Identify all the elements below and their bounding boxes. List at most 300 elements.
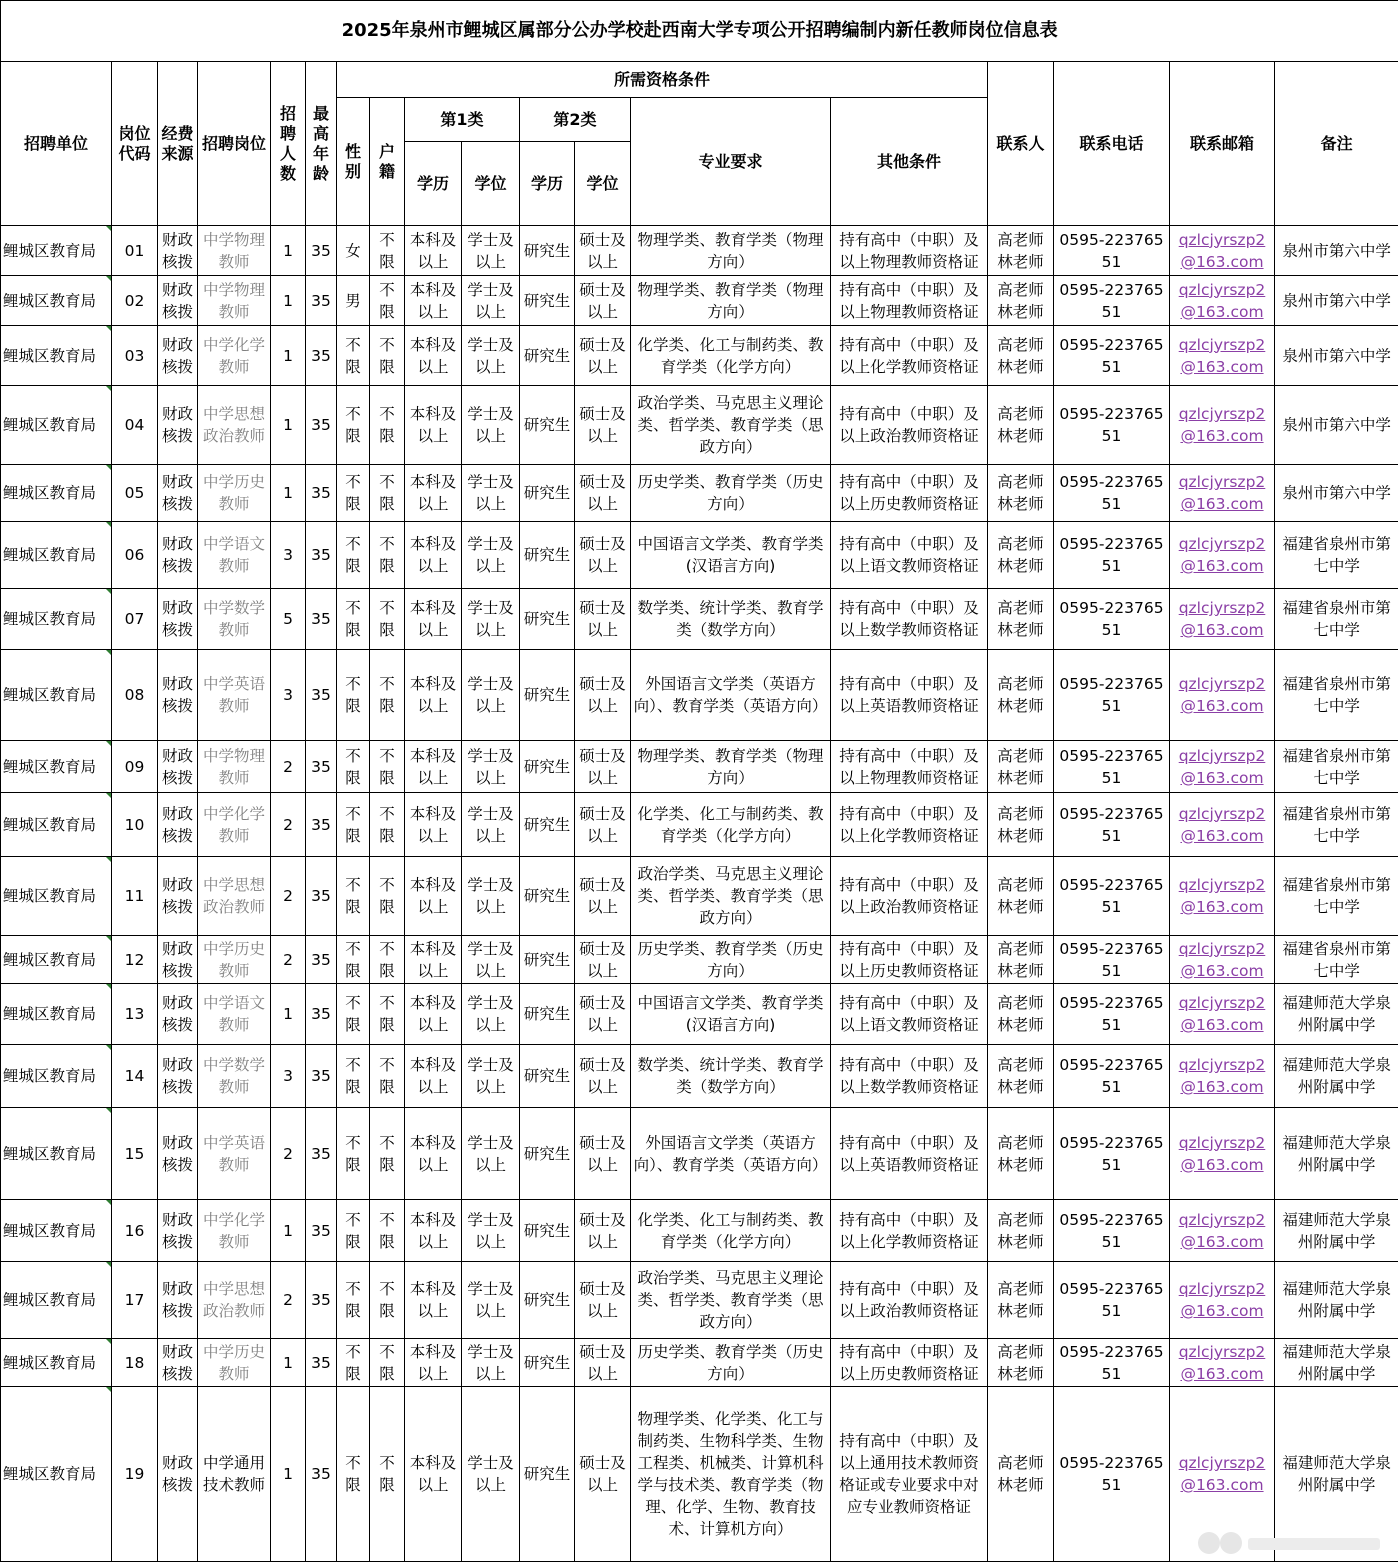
header-phone: 联系电话 [1054,62,1170,226]
cell-xueli-2: 研究生 [520,936,575,984]
cell-post: 中学思想政治教师 [198,857,271,936]
cell-phone: 0595-22376551 [1054,936,1170,984]
watermark-circle-icon [1220,1532,1242,1554]
table-row [1,276,1398,326]
cell-gender: 不限 [337,1387,370,1562]
cell-phone: 0595-22376551 [1054,793,1170,857]
cell-code: 13 [112,984,158,1045]
cell-other: 持有高中（中职）及以上语文教师资格证 [831,522,988,589]
cell-other: 持有高中（中职）及以上政治教师资格证 [831,857,988,936]
cell-xuewei-2: 硕士及以上 [575,589,631,650]
cell-huji: 不限 [370,326,405,386]
cell-age: 35 [306,465,337,522]
cell-contact: 高老师林老师 [988,276,1054,326]
cell-post: 中学物理教师 [198,276,271,326]
cell-email-link[interactable]: qzlcjyrszp2@163.com [1170,1339,1275,1387]
cell-remark: 福建师范大学泉州附属中学 [1275,1339,1398,1387]
cell-major: 物理学类、化学类、化工与制药类、生物科学类、生物工程类、机械类、计算机科学与技术类、教育学类（物理、化学、生物、教育技术、计算机方向） [631,1387,831,1562]
table-row [1,589,1398,650]
cell-num: 3 [271,522,306,589]
cell-email-link[interactable]: qzlcjyrszp2@163.com [1170,226,1275,276]
cell-phone: 0595-22376551 [1054,1045,1170,1108]
cell-fund: 财政核拨 [158,522,198,589]
cell-age: 35 [306,276,337,326]
cell-email-link[interactable]: qzlcjyrszp2@163.com [1170,276,1275,326]
cell-major: 政治学类、马克思主义理论类、哲学类、教育学类（思政方向） [631,386,831,465]
cell-other: 持有高中（中职）及以上通用技术教师资格证或专业要求中对应专业教师资格证 [831,1387,988,1562]
cell-unit: 鲤城区教育局 [1,276,112,326]
cell-other: 持有高中（中职）及以上数学教师资格证 [831,1045,988,1108]
cell-phone: 0595-22376551 [1054,1387,1170,1562]
cell-email-link[interactable]: qzlcjyrszp2@163.com [1170,650,1275,741]
cell-age: 35 [306,650,337,741]
cell-gender: 不限 [337,386,370,465]
cell-xuewei-1: 学士及以上 [462,226,520,276]
header-contact: 联系人 [988,62,1054,226]
cell-huji: 不限 [370,1200,405,1262]
cell-contact: 高老师林老师 [988,936,1054,984]
cell-xueli-2: 研究生 [520,276,575,326]
cell-unit: 鲤城区教育局 [1,326,112,386]
cell-xuewei-2: 硕士及以上 [575,936,631,984]
cell-unit: 鲤城区教育局 [1,386,112,465]
cell-contact: 高老师林老师 [988,741,1054,793]
cell-post: 中学通用技术教师 [198,1387,271,1562]
cell-gender: 不限 [337,936,370,984]
cell-xuewei-2: 硕士及以上 [575,1262,631,1339]
table-row [1,1200,1398,1262]
cell-email-link[interactable]: qzlcjyrszp2@163.com [1170,465,1275,522]
cell-gender: 不限 [337,326,370,386]
cell-unit: 鲤城区教育局 [1,589,112,650]
cell-email-link[interactable]: qzlcjyrszp2@163.com [1170,1200,1275,1262]
cell-huji: 不限 [370,857,405,936]
cell-code: 06 [112,522,158,589]
cell-major: 数学类、统计学类、教育学类（数学方向） [631,1045,831,1108]
watermark-bar [1248,1538,1380,1550]
table-row [1,386,1398,465]
cell-post: 中学物理教师 [198,741,271,793]
cell-huji: 不限 [370,589,405,650]
cell-unit: 鲤城区教育局 [1,1387,112,1562]
cell-email-link[interactable]: qzlcjyrszp2@163.com [1170,1262,1275,1339]
cell-email-link[interactable]: qzlcjyrszp2@163.com [1170,936,1275,984]
cell-huji: 不限 [370,936,405,984]
cell-remark: 福建省泉州市第七中学 [1275,857,1398,936]
watermark [1198,1528,1383,1558]
cell-other: 持有高中（中职）及以上历史教师资格证 [831,1339,988,1387]
cell-fund: 财政核拨 [158,741,198,793]
cell-xuewei-1: 学士及以上 [462,326,520,386]
cell-xueli-2: 研究生 [520,1200,575,1262]
cell-fund: 财政核拨 [158,276,198,326]
cell-xueli-1: 本科及以上 [405,1045,462,1108]
cell-major: 外国语言文学类（英语方向）、教育学类（英语方向） [631,1108,831,1200]
cell-xueli-2: 研究生 [520,741,575,793]
cell-other: 持有高中（中职）及以上语文教师资格证 [831,984,988,1045]
cell-major: 政治学类、马克思主义理论类、哲学类、教育学类（思政方向） [631,857,831,936]
cell-xueli-2: 研究生 [520,857,575,936]
cell-major: 中国语言文学类、教育学类(汉语言方向) [631,984,831,1045]
cell-xuewei-2: 硕士及以上 [575,650,631,741]
cell-age: 35 [306,1339,337,1387]
table-row [1,1108,1398,1200]
cell-phone: 0595-22376551 [1054,276,1170,326]
cell-xuewei-2: 硕士及以上 [575,522,631,589]
cell-xueli-1: 本科及以上 [405,589,462,650]
cell-num: 3 [271,650,306,741]
cell-xuewei-1: 学士及以上 [462,386,520,465]
table-row [1,326,1398,386]
cell-major: 历史学类、教育学类（历史方向） [631,465,831,522]
cell-email-link[interactable]: qzlcjyrszp2@163.com [1170,1045,1275,1108]
cell-xuewei-2: 硕士及以上 [575,1200,631,1262]
cell-contact: 高老师林老师 [988,226,1054,276]
cell-unit: 鲤城区教育局 [1,793,112,857]
cell-email-link[interactable]: qzlcjyrszp2@163.com [1170,522,1275,589]
cell-other: 持有高中（中职）及以上英语教师资格证 [831,650,988,741]
cell-fund: 财政核拨 [158,984,198,1045]
header-remark: 备注 [1275,62,1398,226]
header-code: 岗位代码 [112,62,158,226]
cell-xuewei-1: 学士及以上 [462,1262,520,1339]
cell-xueli-2: 研究生 [520,1045,575,1108]
cell-other: 持有高中（中职）及以上历史教师资格证 [831,465,988,522]
cell-email-link[interactable]: qzlcjyrszp2@163.com [1170,984,1275,1045]
header-category-2: 第2类 [520,98,631,142]
cell-xuewei-1: 学士及以上 [462,1387,520,1562]
cell-huji: 不限 [370,1262,405,1339]
header-email: 联系邮箱 [1170,62,1275,226]
header-age: 最高年龄 [306,62,337,226]
cell-code: 09 [112,741,158,793]
cell-xueli-2: 研究生 [520,589,575,650]
cell-age: 35 [306,1262,337,1339]
cell-email-link[interactable]: qzlcjyrszp2@163.com [1170,326,1275,386]
cell-other: 持有高中（中职）及以上化学教师资格证 [831,326,988,386]
cell-age: 35 [306,226,337,276]
cell-xueli-1: 本科及以上 [405,1262,462,1339]
cell-email-link[interactable]: qzlcjyrszp2@163.com [1170,386,1275,465]
cell-num: 2 [271,793,306,857]
cell-gender: 女 [337,226,370,276]
cell-xuewei-2: 硕士及以上 [575,326,631,386]
cell-email-link[interactable]: qzlcjyrszp2@163.com [1170,741,1275,793]
cell-code: 01 [112,226,158,276]
header-other: 其他条件 [831,98,988,226]
cell-email-link[interactable]: qzlcjyrszp2@163.com [1170,589,1275,650]
table-row [1,1262,1398,1339]
cell-unit: 鲤城区教育局 [1,1108,112,1200]
cell-age: 35 [306,741,337,793]
cell-huji: 不限 [370,465,405,522]
cell-num: 5 [271,589,306,650]
header-gender: 性别 [337,98,370,226]
cell-email-link[interactable]: qzlcjyrszp2@163.com [1170,1387,1275,1562]
table-row [1,936,1398,984]
cell-gender: 不限 [337,589,370,650]
cell-xuewei-1: 学士及以上 [462,1339,520,1387]
cell-phone: 0595-22376551 [1054,226,1170,276]
cell-age: 35 [306,857,337,936]
cell-fund: 财政核拨 [158,793,198,857]
cell-email-link[interactable]: qzlcjyrszp2@163.com [1170,857,1275,936]
cell-phone: 0595-22376551 [1054,326,1170,386]
cell-age: 35 [306,1387,337,1562]
cell-other: 持有高中（中职）及以上数学教师资格证 [831,589,988,650]
table-row [1,1387,1398,1562]
cell-other: 持有高中（中职）及以上化学教师资格证 [831,1200,988,1262]
cell-post: 中学数学教师 [198,1045,271,1108]
header-unit: 招聘单位 [1,62,112,226]
table-row [1,1045,1398,1108]
cell-fund: 财政核拨 [158,589,198,650]
cell-huji: 不限 [370,793,405,857]
cell-remark: 福建省泉州市第七中学 [1275,589,1398,650]
cell-xueli-2: 研究生 [520,386,575,465]
cell-major: 化学类、化工与制药类、教育学类（化学方向） [631,793,831,857]
cell-age: 35 [306,1045,337,1108]
cell-huji: 不限 [370,226,405,276]
table-row [1,741,1398,793]
cell-xuewei-2: 硕士及以上 [575,386,631,465]
table-row [1,465,1398,522]
cell-post: 中学英语教师 [198,1108,271,1200]
cell-post: 中学思想政治教师 [198,386,271,465]
cell-other: 持有高中（中职）及以上英语教师资格证 [831,1108,988,1200]
cell-phone: 0595-22376551 [1054,1339,1170,1387]
cell-huji: 不限 [370,1339,405,1387]
cell-phone: 0595-22376551 [1054,741,1170,793]
cell-huji: 不限 [370,1387,405,1562]
cell-remark: 福建省泉州市第七中学 [1275,650,1398,741]
cell-xueli-1: 本科及以上 [405,276,462,326]
cell-fund: 财政核拨 [158,857,198,936]
cell-post: 中学物理教师 [198,226,271,276]
cell-xuewei-2: 硕士及以上 [575,1387,631,1562]
cell-xuewei-2: 硕士及以上 [575,984,631,1045]
cell-remark: 福建师范大学泉州附属中学 [1275,1108,1398,1200]
header-xuewei-1: 学位 [462,142,520,226]
cell-huji: 不限 [370,1108,405,1200]
cell-remark: 福建省泉州市第七中学 [1275,793,1398,857]
cell-contact: 高老师林老师 [988,1387,1054,1562]
cell-xuewei-2: 硕士及以上 [575,1339,631,1387]
cell-fund: 财政核拨 [158,1045,198,1108]
cell-gender: 不限 [337,1200,370,1262]
cell-other: 持有高中（中职）及以上政治教师资格证 [831,386,988,465]
cell-contact: 高老师林老师 [988,465,1054,522]
cell-unit: 鲤城区教育局 [1,741,112,793]
cell-gender: 不限 [337,1262,370,1339]
cell-xuewei-1: 学士及以上 [462,1045,520,1108]
cell-major: 物理学类、教育学类（物理方向） [631,741,831,793]
header-huji: 户籍 [370,98,405,226]
cell-post: 中学英语教师 [198,650,271,741]
cell-phone: 0595-22376551 [1054,522,1170,589]
cell-contact: 高老师林老师 [988,326,1054,386]
cell-xueli-2: 研究生 [520,1387,575,1562]
cell-post: 中学思想政治教师 [198,1262,271,1339]
cell-xueli-1: 本科及以上 [405,857,462,936]
cell-unit: 鲤城区教育局 [1,226,112,276]
cell-phone: 0595-22376551 [1054,386,1170,465]
cell-age: 35 [306,589,337,650]
cell-xueli-1: 本科及以上 [405,465,462,522]
cell-phone: 0595-22376551 [1054,1200,1170,1262]
cell-code: 15 [112,1108,158,1200]
cell-gender: 不限 [337,522,370,589]
cell-xueli-2: 研究生 [520,226,575,276]
cell-xuewei-1: 学士及以上 [462,522,520,589]
cell-xuewei-2: 硕士及以上 [575,1108,631,1200]
cell-num: 1 [271,984,306,1045]
cell-xueli-1: 本科及以上 [405,984,462,1045]
cell-xuewei-2: 硕士及以上 [575,1045,631,1108]
cell-phone: 0595-22376551 [1054,465,1170,522]
cell-huji: 不限 [370,276,405,326]
cell-unit: 鲤城区教育局 [1,984,112,1045]
cell-gender: 不限 [337,793,370,857]
cell-fund: 财政核拨 [158,386,198,465]
cell-post: 中学语文教师 [198,522,271,589]
cell-gender: 不限 [337,741,370,793]
cell-contact: 高老师林老师 [988,589,1054,650]
cell-xuewei-2: 硕士及以上 [575,276,631,326]
cell-num: 2 [271,936,306,984]
cell-code: 05 [112,465,158,522]
cell-other: 持有高中（中职）及以上物理教师资格证 [831,276,988,326]
header-fund: 经费来源 [158,62,198,226]
cell-code: 02 [112,276,158,326]
cell-age: 35 [306,1108,337,1200]
cell-major: 历史学类、教育学类（历史方向） [631,936,831,984]
cell-fund: 财政核拨 [158,1262,198,1339]
cell-major: 物理学类、教育学类（物理方向） [631,276,831,326]
cell-phone: 0595-22376551 [1054,589,1170,650]
header-major: 专业要求 [631,98,831,226]
cell-huji: 不限 [370,741,405,793]
cell-post: 中学历史教师 [198,1339,271,1387]
cell-huji: 不限 [370,650,405,741]
cell-age: 35 [306,522,337,589]
cell-xueli-1: 本科及以上 [405,1200,462,1262]
cell-code: 04 [112,386,158,465]
cell-xuewei-2: 硕士及以上 [575,857,631,936]
header-num: 招聘人数 [271,62,306,226]
cell-xueli-2: 研究生 [520,326,575,386]
cell-code: 14 [112,1045,158,1108]
cell-num: 1 [271,1200,306,1262]
cell-remark: 福建师范大学泉州附属中学 [1275,1387,1398,1562]
cell-huji: 不限 [370,984,405,1045]
cell-other: 持有高中（中职）及以上政治教师资格证 [831,1262,988,1339]
page-title: 2025年泉州市鲤城区属部分公办学校赴西南大学专项公开招聘编制内新任教师岗位信息表 [1,1,1398,62]
cell-contact: 高老师林老师 [988,793,1054,857]
cell-unit: 鲤城区教育局 [1,1262,112,1339]
cell-num: 1 [271,465,306,522]
cell-xuewei-1: 学士及以上 [462,984,520,1045]
cell-num: 1 [271,226,306,276]
cell-xueli-1: 本科及以上 [405,522,462,589]
cell-code: 19 [112,1387,158,1562]
cell-contact: 高老师林老师 [988,857,1054,936]
cell-xueli-1: 本科及以上 [405,1339,462,1387]
cell-huji: 不限 [370,1045,405,1108]
cell-fund: 财政核拨 [158,1200,198,1262]
cell-num: 1 [271,1387,306,1562]
cell-remark: 福建省泉州市第七中学 [1275,522,1398,589]
cell-num: 2 [271,857,306,936]
table-row [1,984,1398,1045]
cell-age: 35 [306,326,337,386]
cell-huji: 不限 [370,522,405,589]
cell-num: 2 [271,1108,306,1200]
cell-contact: 高老师林老师 [988,1200,1054,1262]
cell-remark: 福建师范大学泉州附属中学 [1275,984,1398,1045]
cell-fund: 财政核拨 [158,226,198,276]
cell-fund: 财政核拨 [158,1108,198,1200]
cell-xueli-2: 研究生 [520,793,575,857]
cell-xuewei-1: 学士及以上 [462,936,520,984]
cell-num: 3 [271,1045,306,1108]
table-row [1,226,1398,276]
cell-major: 外国语言文学类（英语方向）、教育学类（英语方向） [631,650,831,741]
cell-xueli-1: 本科及以上 [405,936,462,984]
header-xueli-2: 学历 [520,142,575,226]
cell-major: 化学类、化工与制药类、教育学类（化学方向） [631,326,831,386]
cell-code: 17 [112,1262,158,1339]
cell-gender: 不限 [337,857,370,936]
cell-post: 中学化学教师 [198,326,271,386]
cell-xuewei-1: 学士及以上 [462,793,520,857]
cell-contact: 高老师林老师 [988,386,1054,465]
cell-remark: 福建师范大学泉州附属中学 [1275,1045,1398,1108]
cell-xuewei-1: 学士及以上 [462,276,520,326]
cell-unit: 鲤城区教育局 [1,936,112,984]
cell-major: 历史学类、教育学类（历史方向） [631,1339,831,1387]
cell-code: 12 [112,936,158,984]
cell-code: 16 [112,1200,158,1262]
cell-xueli-1: 本科及以上 [405,226,462,276]
cell-email-link[interactable]: qzlcjyrszp2@163.com [1170,793,1275,857]
cell-email-link[interactable]: qzlcjyrszp2@163.com [1170,1108,1275,1200]
cell-remark: 福建师范大学泉州附属中学 [1275,1200,1398,1262]
cell-fund: 财政核拨 [158,1339,198,1387]
cell-age: 35 [306,1200,337,1262]
cell-other: 持有高中（中职）及以上化学教师资格证 [831,793,988,857]
cell-xueli-1: 本科及以上 [405,326,462,386]
cell-xueli-1: 本科及以上 [405,1108,462,1200]
cell-phone: 0595-22376551 [1054,1108,1170,1200]
cell-xueli-1: 本科及以上 [405,793,462,857]
cell-contact: 高老师林老师 [988,1108,1054,1200]
cell-xuewei-2: 硕士及以上 [575,226,631,276]
cell-xueli-2: 研究生 [520,650,575,741]
cell-remark: 泉州市第六中学 [1275,465,1398,522]
cell-fund: 财政核拨 [158,326,198,386]
cell-xuewei-2: 硕士及以上 [575,465,631,522]
table-row [1,857,1398,936]
cell-xuewei-1: 学士及以上 [462,1108,520,1200]
table-row [1,1339,1398,1387]
cell-unit: 鲤城区教育局 [1,650,112,741]
cell-xueli-2: 研究生 [520,522,575,589]
cell-num: 1 [271,386,306,465]
cell-gender: 不限 [337,1045,370,1108]
cell-contact: 高老师林老师 [988,522,1054,589]
table-row [1,650,1398,741]
